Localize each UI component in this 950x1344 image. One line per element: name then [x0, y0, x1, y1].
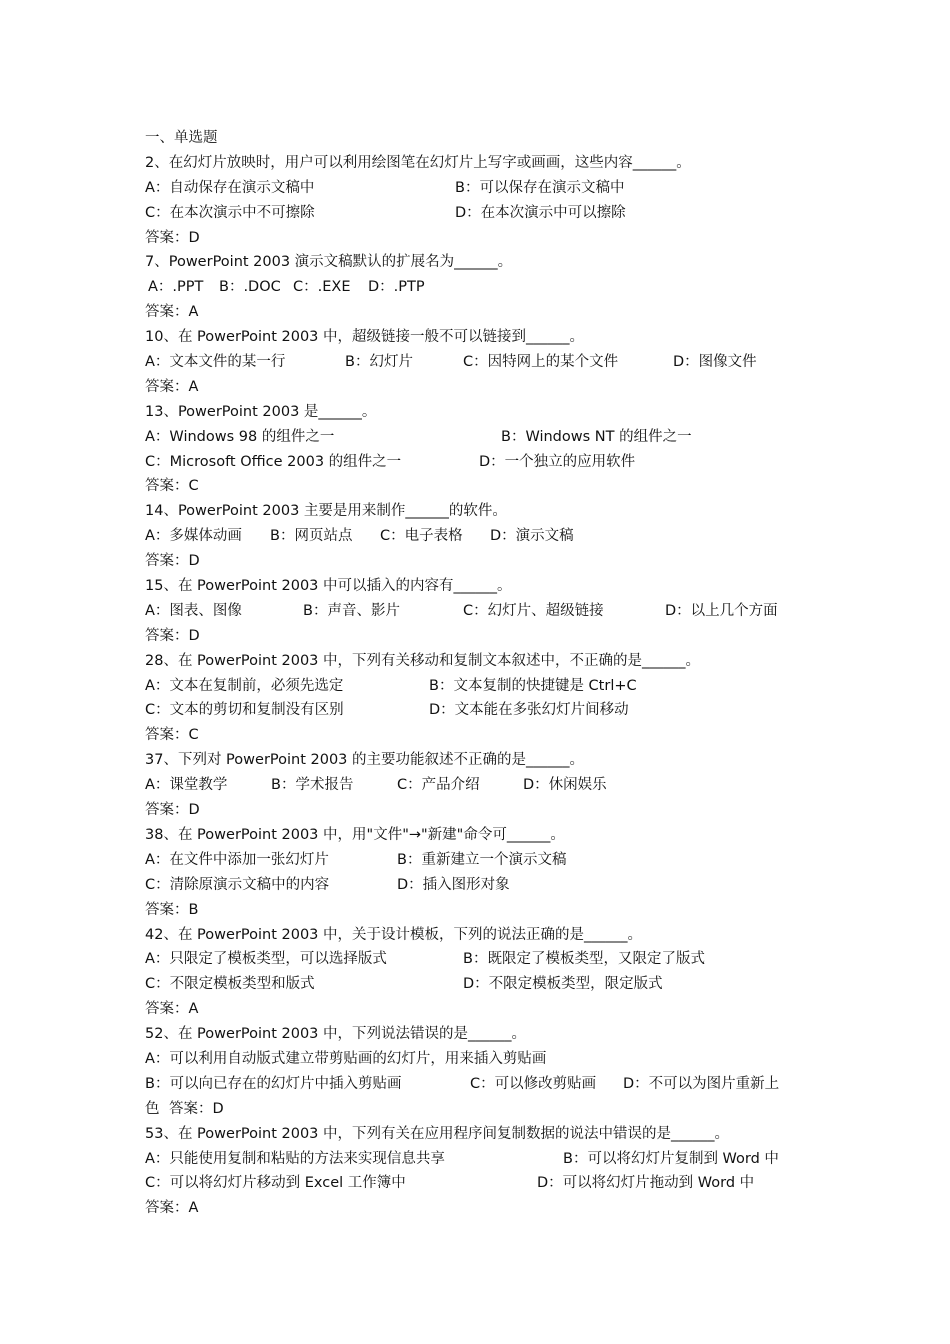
options-row: [145, 947, 810, 972]
answer-text: 答案：A: [145, 1200, 199, 1217]
option-d: D：演示文稿: [490, 528, 574, 545]
options-row: [145, 1147, 810, 1172]
answer-text: 答案：A: [145, 1001, 199, 1018]
answer: [145, 375, 810, 400]
option-d: D：不限定模板类型，限定版式: [463, 976, 663, 993]
answer: [145, 300, 810, 325]
option-d-continued: 色: [145, 1100, 160, 1117]
option-b: B：可以保存在演示文稿中: [455, 179, 625, 196]
answer-text: 答案：C: [145, 727, 199, 744]
option-a: A：只限定了模板类型，可以选择版式: [145, 951, 387, 968]
answer-text: 答案：D: [145, 553, 200, 570]
option-b: B：幻灯片: [345, 354, 413, 371]
option-b: B：重新建立一个演示文稿: [397, 851, 567, 868]
answer-text: 答案：A: [145, 378, 199, 395]
question-text: 38、在 PowerPoint 2003 中，用"文件"→"新建"命令可______。: [145, 826, 565, 843]
answer-text: 答案：D: [145, 229, 200, 246]
question-28: [145, 649, 810, 674]
answer: [145, 898, 810, 923]
option-a: A：图表、图像: [145, 602, 242, 619]
option-b: B：网页站点: [270, 528, 353, 545]
option-d: D：在本次演示中可以擦除: [455, 204, 626, 221]
option-d: D：图像文件: [673, 354, 757, 371]
option-a: A：文本文件的某一行: [145, 354, 286, 371]
option-c: C：在本次演示中不可擦除: [145, 204, 315, 221]
option-d: D：文本能在多张幻灯片间移动: [429, 702, 629, 719]
options-row: [145, 698, 810, 723]
answer-text: 答案：D: [169, 1100, 224, 1117]
option-b: B：声音、影片: [303, 602, 400, 619]
options-row: [145, 275, 810, 300]
option-c: C：不限定模板类型和版式: [145, 976, 315, 993]
answer: [145, 997, 810, 1022]
answer: [145, 624, 810, 649]
answer-text: 答案：A: [145, 304, 199, 321]
answer: [145, 226, 810, 251]
option-b: B：可以向已存在的幻灯片中插入剪贴画: [145, 1075, 402, 1092]
option-c: C：文本的剪切和复制没有区别: [145, 702, 344, 719]
question-52: [145, 1022, 810, 1047]
question-text: 7、PowerPoint 2003 演示文稿默认的扩展名为______。: [145, 254, 513, 271]
question-text: 15、在 PowerPoint 2003 中可以插入的内容有______。: [145, 578, 512, 595]
question-53: [145, 1122, 810, 1147]
option-b: B：.DOC: [219, 279, 281, 296]
answer-text: 答案：D: [145, 802, 200, 819]
question-38: [145, 823, 810, 848]
option-d: D：休闲娱乐: [523, 777, 607, 794]
question-15: [145, 574, 810, 599]
option-b: B：文本复制的快捷键是 Ctrl+C: [429, 677, 637, 694]
option-a: A：课堂教学: [145, 777, 228, 794]
option-c: C：幻灯片、超级链接: [463, 602, 604, 619]
option-c: C：可以将幻灯片移动到 Excel 工作簿中: [145, 1175, 406, 1192]
options-row: [145, 873, 810, 898]
option-b: B：Windows NT 的组件之一: [501, 428, 692, 445]
option-d: D：一个独立的应用软件: [479, 453, 636, 470]
options-row: [145, 972, 810, 997]
option-c: C：Microsoft Office 2003 的组件之一: [145, 453, 402, 470]
options-row: [145, 773, 810, 798]
options-row: [145, 425, 810, 450]
question-text: 14、PowerPoint 2003 主要是用来制作______的软件。: [145, 503, 507, 520]
option-a: A：多媒体动画: [145, 528, 242, 545]
section-title: [145, 126, 810, 151]
question-text: 28、在 PowerPoint 2003 中，下列有关移动和复制文本叙述中，不正确的是______。: [145, 652, 701, 669]
answer-text: 答案：D: [145, 627, 200, 644]
option-a: A：Windows 98 的组件之一: [145, 428, 335, 445]
answer: [145, 723, 810, 748]
option-d: D：插入图形对象: [397, 876, 510, 893]
answer: [145, 474, 810, 499]
question-text: 37、下列对 PowerPoint 2003 的主要功能叙述不正确的是______。: [145, 752, 585, 769]
option-c: C：清除原演示文稿中的内容: [145, 876, 330, 893]
option-c: C：电子表格: [380, 528, 463, 545]
options-row: [145, 848, 810, 873]
option-a: A：.PPT: [148, 279, 204, 296]
option-d: D：可以将幻灯片拖动到 Word 中: [537, 1175, 755, 1192]
answer-text: 答案：C: [145, 478, 199, 495]
question-text: 2、在幻灯片放映时，用户可以利用绘图笔在幻灯片上写字或画画，这些内容______。: [145, 154, 691, 171]
document-content: [145, 126, 810, 1221]
question-37: [145, 748, 810, 773]
answer-text: 答案：B: [145, 901, 199, 918]
question-text: 53、在 PowerPoint 2003 中，下列有关在应用程序间复制数据的说法中错误的是______。: [145, 1125, 730, 1142]
option-d: D：.PTP: [368, 279, 425, 296]
options-row: [145, 201, 810, 226]
answer: [145, 798, 810, 823]
option-c: C：.EXE: [293, 279, 351, 296]
option-c: C：产品介绍: [397, 777, 480, 794]
option-a: A：可以利用自动版式建立带剪贴画的幻灯片，用来插入剪贴画: [145, 1050, 547, 1067]
option-c: C：因特网上的某个文件: [463, 354, 619, 371]
options-row: [145, 674, 810, 699]
options-row: [145, 599, 810, 624]
question-13: [145, 400, 810, 425]
question-text: 52、在 PowerPoint 2003 中，下列说法错误的是______。: [145, 1026, 527, 1043]
option-c: C：可以修改剪贴画: [470, 1075, 597, 1092]
options-row: [145, 176, 810, 201]
options-row: [145, 450, 810, 475]
question-42: [145, 923, 810, 948]
option-a: A：文本在复制前，必须先选定: [145, 677, 344, 694]
question-text: 42、在 PowerPoint 2003 中，关于设计模板，下列的说法正确的是______。: [145, 926, 643, 943]
options-row: [145, 1097, 810, 1122]
option-a: A：自动保存在演示文稿中: [145, 179, 315, 196]
question-7: [145, 250, 810, 275]
question-text: 13、PowerPoint 2003 是______。: [145, 403, 377, 420]
option-a: A：只能使用复制和粘贴的方法来实现信息共享: [145, 1150, 445, 1167]
answer: [145, 549, 810, 574]
question-text: 10、在 PowerPoint 2003 中，超级链接一般不可以链接到______。: [145, 329, 585, 346]
option-b: B：既限定了模板类型，又限定了版式: [463, 951, 705, 968]
option-b: B：学术报告: [271, 777, 354, 794]
options-row: [145, 524, 810, 549]
options-row: [145, 1171, 810, 1196]
option-b: B：可以将幻灯片复制到 Word 中: [563, 1150, 779, 1167]
question-10: [145, 325, 810, 350]
options-row: [145, 1047, 810, 1072]
section-title-text: 一、单选题: [145, 130, 218, 146]
options-row: [145, 1072, 810, 1097]
options-row: [145, 350, 810, 375]
question-2: [145, 151, 810, 176]
option-d: D：以上几个方面: [665, 602, 778, 619]
option-d: D：不可以为图片重新上: [623, 1075, 780, 1092]
option-a: A：在文件中添加一张幻灯片: [145, 851, 329, 868]
question-14: [145, 499, 810, 524]
answer: [145, 1196, 810, 1221]
